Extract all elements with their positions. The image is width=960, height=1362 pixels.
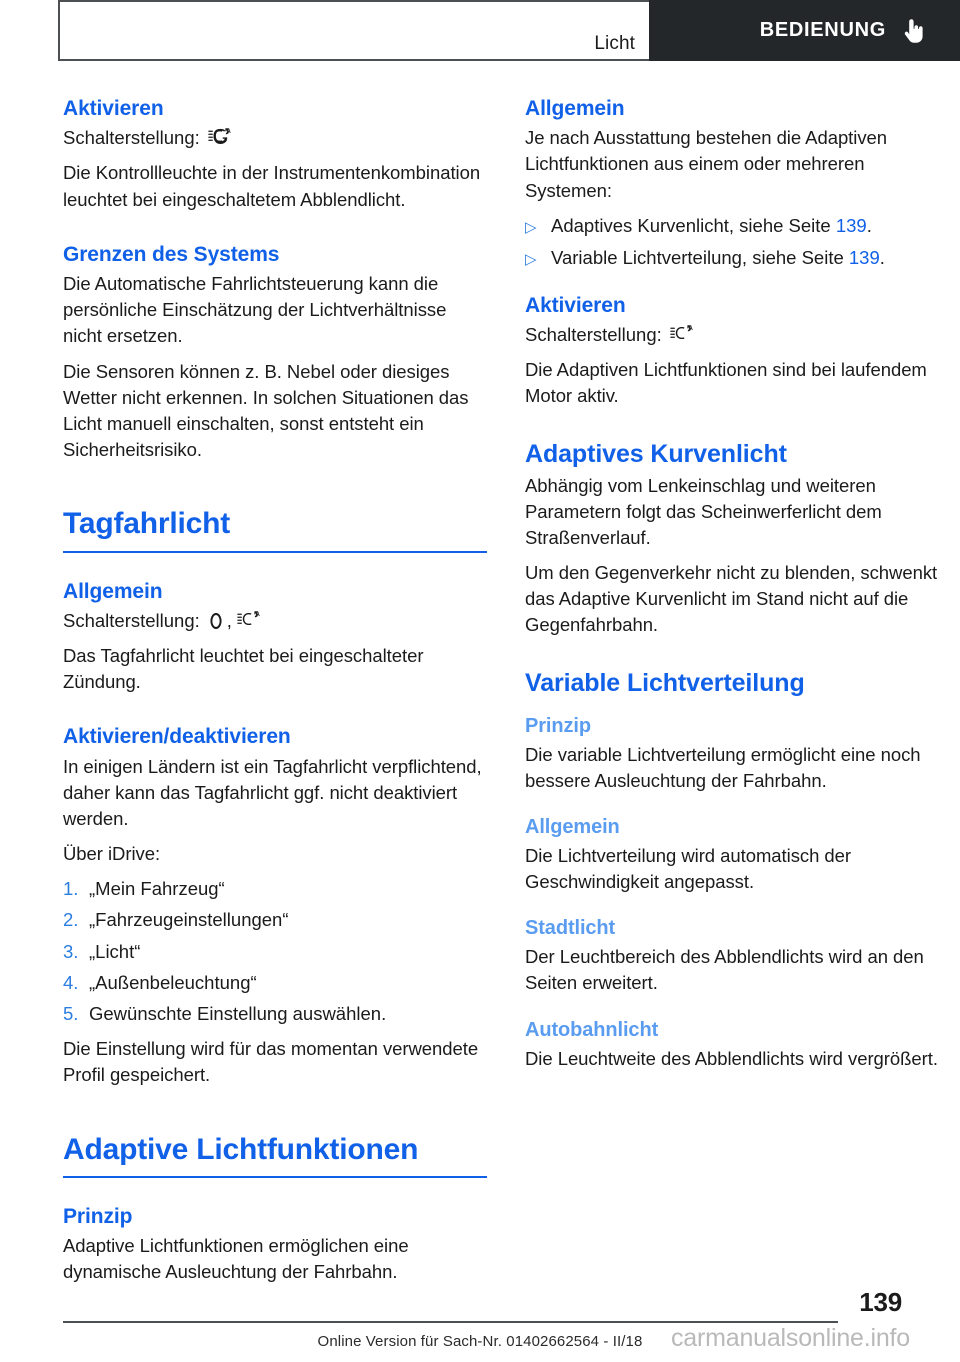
paragraph-profil-gespeichert: Die Einstellung wird für das momentan verwendete Profil gespeichert. (63, 1038, 479, 1086)
symbol-separator: , (226, 609, 232, 631)
automatic-headlight-icon (670, 325, 696, 345)
switch-position-line-3 (525, 322, 949, 348)
paragraph-tagfahrlicht-zuendung: Das Tagfahrlicht leuchtet bei eingeschalteter Zündung. (63, 645, 424, 693)
spacer (63, 704, 487, 724)
bullet-text-before: Adaptives Kurvenlicht, siehe Seite (551, 214, 836, 236)
list-item (63, 907, 487, 933)
spacer (63, 222, 487, 242)
heading-stadtlicht: Stadtlicht (525, 917, 616, 940)
bullet-text-before: Variable Lichtverteilung, siehe Seite (551, 246, 849, 268)
paragraph-lenkeinschlag: Abhängig vom Lenkeinschlag und weiteren Parametern folgt das Scheinwerferlicht dem Straßenverlauf. (525, 474, 882, 548)
list-item (525, 245, 949, 272)
heading-prinzip-adaptive: Prinzip (63, 1204, 133, 1228)
paragraph-prinzip-variable: Die variable Lichtverteilung ermöglicht eine noch bessere Ausleuchtung der Fahrbahn. (525, 743, 921, 791)
left-column (63, 96, 487, 1283)
section-tab-label: BEDIENUNG (759, 19, 886, 41)
page-footer (0, 1280, 960, 1362)
step-label: Gewünschte Einstellung auswählen. (89, 1003, 387, 1024)
bullet-text-after: . (866, 214, 872, 236)
paragraph-laufender-motor: Die Adaptiven Lichtfunktionen sind bei laufendem Motor aktiv. (525, 359, 927, 407)
footer-version-note: Online Version für Sach-Nr. 01402662564 - II/18 (317, 1333, 643, 1350)
step-label: „Mein Fahrzeug“ (89, 878, 225, 900)
heading-variable-lichtverteilung: Variable Lichtverteilung (525, 668, 805, 697)
heading-autobahnlicht: Autobahnlicht (525, 1018, 659, 1041)
heading-tagfahrlicht: Tagfahrlicht (63, 506, 487, 552)
heading-adaptives-kurvenlicht: Adaptives Kurvenlicht (525, 439, 787, 468)
step-number: 4. (63, 971, 79, 993)
page-content (0, 70, 960, 1283)
list-item (63, 1001, 487, 1027)
heading-grenzen-des-systems: Grenzen des Systems (63, 242, 280, 266)
step-number: 3. (63, 940, 79, 962)
spacer (525, 904, 949, 916)
svg-text:A: A (255, 611, 260, 619)
spacer (525, 803, 949, 815)
paragraph-gegenverkehr: Um den Gegenverkehr nicht zu blenden, schwenkt das Adaptive Kurvenlicht im Stand nicht auf die Gegenfahrbahn. (525, 562, 938, 636)
paragraph-kontrollleuchte: Die Kontrollleuchte in der Instrumentenkombination leuchtet bei eingeschaltetem Abblendlicht. (63, 162, 481, 210)
heading-allgemein-variable: Allgemein (525, 815, 620, 838)
paragraph-autobahnlicht: Die Leuchtweite des Abblendlichts wird vergrößert. (525, 1047, 938, 1069)
list-item-text (551, 213, 872, 239)
step-label: „Licht“ (89, 940, 141, 962)
spacer (525, 419, 949, 439)
paragraph-ueber-idrive: Über iDrive: (63, 843, 161, 865)
switch-position-label: Schalterstellung: (63, 609, 200, 631)
paragraph-geschwindigkeit: Die Lichtverteilung wird automatisch der Geschwindigkeit angepasst. (525, 844, 852, 893)
spacer (63, 472, 487, 506)
heading-aktivieren: Aktivieren (63, 97, 164, 120)
heading-allgemein-adaptive: Allgemein (525, 97, 625, 120)
section-tab-bedienung[interactable] (649, 0, 960, 61)
light-off-position-icon (208, 611, 224, 631)
right-column (525, 96, 949, 1280)
triangle-bullet-icon: ▷ (525, 250, 537, 268)
paragraph-grenzen-2: Die Sensoren können z. B. Nebel oder diesiges Wetter nicht erkennen. In solchen Situationen das Licht manuell einschalten, sonst entsteht ein Sicherheitsrisiko. (63, 360, 469, 461)
list-item (63, 939, 487, 965)
svg-text:A: A (226, 128, 231, 136)
paragraph-laender-verpflichtend: In einigen Ländern ist ein Tagfahrlicht verpflichtend, daher kann das Tagfahrlicht ggf. nicht deaktiviert werden. (63, 755, 482, 829)
step-label: „Außenbeleuchtung“ (89, 971, 257, 993)
spacer (63, 1184, 487, 1204)
heading-aktivieren-adaptive: Aktivieren (525, 293, 626, 317)
footer-divider (63, 1321, 838, 1323)
list-item (63, 970, 487, 996)
paragraph-grenzen-1: Die Automatische Fahrlichtsteuerung kann die persönliche Einschätzung der Lichtverhältnisse nicht ersetzen. (63, 273, 447, 347)
step-label: „Fahrzeugeinstellungen“ (89, 909, 289, 931)
step-number: 5. (63, 1003, 79, 1024)
list-item-text (551, 245, 885, 271)
watermark: carmanualsonline.info (670, 1324, 910, 1352)
page-reference-link[interactable]: 139 (835, 214, 867, 236)
page-header (0, 0, 960, 70)
paragraph-prinzip-adaptive: Adaptive Lichtfunktionen ermöglichen eine dynamische Ausleuchtung der Fahrbahn. (63, 1235, 409, 1283)
pointing-hand-icon (902, 18, 926, 44)
heading-adaptive-lichtfunktionen: Adaptive Lichtfunktionen (63, 1132, 487, 1178)
adaptive-systems-list (525, 213, 949, 272)
spacer (525, 281, 949, 293)
list-item (63, 876, 487, 902)
spacer (525, 1006, 949, 1018)
triangle-bullet-icon: ▷ (525, 218, 537, 236)
list-item (525, 213, 949, 240)
bullet-text-after: . (879, 246, 885, 268)
header-chapter-box (58, 0, 649, 61)
heading-prinzip-variable: Prinzip (525, 714, 591, 737)
spacer (63, 1098, 487, 1132)
spacer (63, 559, 487, 579)
idrive-steps-list (63, 876, 487, 1027)
switch-position-label: Schalterstellung: (63, 127, 200, 149)
page-reference-link[interactable]: 139 (848, 246, 880, 268)
spacer (525, 702, 949, 714)
switch-position-label: Schalterstellung: (525, 324, 662, 346)
paragraph-stadtlicht: Der Leuchtbereich des Abblendlichts wird an den Seiten erweitert. (525, 946, 924, 994)
heading-allgemein-tagfahrlicht: Allgemein (63, 579, 163, 603)
switch-position-line-1 (63, 125, 487, 151)
spacer (525, 648, 949, 668)
step-number: 1. (63, 878, 79, 900)
chapter-title: Licht (594, 33, 635, 54)
switch-position-line-2 (63, 608, 487, 634)
automatic-headlight-icon (237, 611, 263, 631)
automatic-headlight-icon (208, 128, 234, 148)
page-number: 139 (859, 1287, 902, 1317)
paragraph-ausstattung-systeme: Je nach Ausstattung bestehen die Adaptiven Lichtfunktionen aus einem oder mehreren Systemen: (525, 127, 888, 201)
step-number: 2. (63, 909, 79, 931)
heading-aktivieren-deaktivieren: Aktivieren/deaktivieren (63, 725, 291, 749)
header-left-spacer (0, 0, 58, 70)
svg-text:A: A (688, 325, 693, 333)
